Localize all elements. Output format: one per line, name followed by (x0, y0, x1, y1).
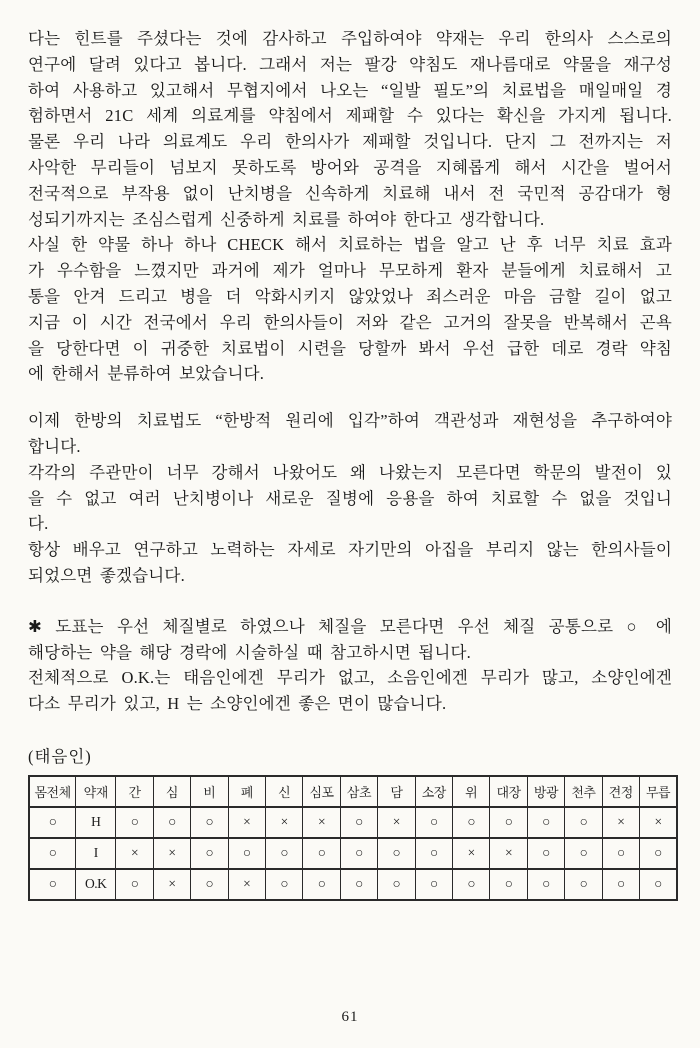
marker-cell: ○ (228, 838, 265, 869)
marker-cell: ○ (378, 838, 415, 869)
table-row (29, 807, 677, 838)
marker-cell: ○ (153, 807, 190, 838)
marker-cell: ○ (452, 807, 489, 838)
marker-cell: × (640, 807, 678, 838)
text-line: 연구에 달려 있다고 봅니다. 그래서 저는 팔강 약침도 재나름대로 약물을 재구성 (28, 54, 672, 74)
marker-cell: ○ (490, 869, 527, 900)
table-header-cell: 약재 (76, 776, 116, 807)
table-header-cell: 대장 (490, 776, 527, 807)
text-line: 험하면서 21C 세계 의료계를 약침에서 제패할 수 있다는 확신을 가지게 됩니다. (28, 106, 672, 126)
text-line: 이제 한방의 치료법도 “한방적 원리에 입각”하여 객관성과 재현성을 추구하여야 (28, 411, 672, 431)
marker-cell: ○ (490, 807, 527, 838)
text-line: 지금 이 시간 전국에서 우리 한의사들이 저와 같은 고거의 잘못을 반복해서 곤욕 (28, 312, 672, 332)
table-header-cell: 소장 (415, 776, 452, 807)
marker-cell: ○ (565, 838, 602, 869)
table-header-cell: 간 (116, 776, 153, 807)
marker-cell: × (228, 869, 265, 900)
marker-cell: ○ (29, 807, 76, 838)
text-line: 전체적으로 O.K.는 태음인에겐 무리가 없고, 소음인에겐 무리가 많고, 소양인에겐 (28, 668, 672, 688)
table-header-cell: 심 (153, 776, 190, 807)
text-line: 항상 배우고 연구하고 노력하는 자세로 자기만의 아집을 부리지 않는 한의사들이 (28, 540, 672, 560)
drug-name-cell: I (76, 838, 116, 869)
text-line: 다소 무리가 있고, H 는 소양인에겐 좋은 면이 많습니다. (28, 694, 447, 714)
drug-name-cell: O.K (76, 869, 116, 900)
text-line: 사실 한 약물 하나 하나 CHECK 해서 치료하는 법을 알고 난 후 너무 치료 효과 (28, 235, 672, 255)
marker-cell: ○ (116, 869, 153, 900)
table-header-cell: 심포 (303, 776, 340, 807)
table-caption: (태음인) (28, 746, 92, 766)
body-text (28, 26, 672, 717)
marker-cell: × (153, 838, 190, 869)
marker-cell: ○ (29, 869, 76, 900)
text-line: 되었으면 좋겠습니다. (28, 565, 185, 585)
table-header-cell: 담 (378, 776, 415, 807)
table-header-cell: 위 (452, 776, 489, 807)
marker-cell: ○ (602, 838, 639, 869)
text-line: 성되기까지는 조심스럽게 신중하게 치료를 하여야 한다고 생각합니다. (28, 209, 545, 229)
marker-cell: ○ (265, 869, 302, 900)
table-header-cell: 몸전체 (29, 776, 76, 807)
marker-cell: ○ (265, 838, 302, 869)
table-row (29, 838, 677, 869)
text-line: 물론 우리 나라 의료계도 우리 한의사가 제패할 것입니다. 단지 그 전까지는 저 (28, 132, 672, 152)
marker-cell: ○ (602, 869, 639, 900)
text-line: 다는 힌트를 주셨다는 것에 감사하고 주입하여야 약재는 우리 한의사 스스로의 (28, 29, 672, 48)
marker-cell: ○ (452, 869, 489, 900)
text-line: 다. (28, 514, 49, 534)
text-line: 통을 안겨 드리고 병을 더 악화시키지 않았었나 죄스러운 마음 금할 길이 없고 (28, 286, 672, 306)
marker-cell: × (378, 807, 415, 838)
text-line: 에 한해서 분류하여 보았습니다. (28, 364, 265, 384)
text-line: 가 우수함을 느꼈지만 과거에 제가 얼마나 무모하게 환자 분들에게 치료해서 고 (28, 261, 672, 281)
marker-cell: ○ (191, 869, 228, 900)
marker-cell: × (452, 838, 489, 869)
marker-cell: ○ (29, 838, 76, 869)
table-header-cell: 폐 (228, 776, 265, 807)
marker-cell: ○ (303, 838, 340, 869)
marker-cell: × (265, 807, 302, 838)
text-line: 합니다. (28, 436, 81, 456)
text-line: 을 수 없고 여러 난치병이나 새로운 질병에 응용을 하여 치료할 수 없을 것입니 (28, 488, 672, 508)
table-header-cell: 무릅 (640, 776, 678, 807)
text-line: 해당하는 약을 해당 경락에 시술하실 때 참고하시면 됩니다. (28, 642, 471, 662)
marker-cell: ○ (303, 869, 340, 900)
marker-cell: ○ (527, 869, 564, 900)
text-line: 을 당한다면 이 귀중한 치료법이 시련을 당할까 봐서 우선 급한 데로 경락 약침 (28, 338, 672, 358)
marker-cell: ○ (640, 838, 678, 869)
text-line: 각각의 주관만이 너무 강해서 나왔어도 왜 나왔는지 모른다면 학문의 발전이 있 (28, 462, 672, 482)
marker-cell: ○ (415, 869, 452, 900)
marker-cell: ○ (191, 838, 228, 869)
table-header-cell: 견정 (602, 776, 639, 807)
table-header-cell: 방광 (527, 776, 564, 807)
text-line: ✱ 도표는 우선 체질별로 하였으나 체질을 모른다면 우선 체질 공통으로 ○ 에 (28, 616, 672, 636)
marker-cell: ○ (527, 807, 564, 838)
text-line: 사악한 무리들이 넘보지 못하도록 방어와 공격을 지혜롭게 해서 시간을 벌어서 (28, 157, 672, 177)
marker-cell: × (490, 838, 527, 869)
page-number: 61 (341, 1009, 359, 1025)
table-header-cell: 비 (191, 776, 228, 807)
constitution-table (28, 775, 678, 901)
marker-cell: × (602, 807, 639, 838)
marker-cell: ○ (340, 838, 377, 869)
marker-cell: ○ (191, 807, 228, 838)
marker-cell: ○ (116, 807, 153, 838)
marker-cell: × (303, 807, 340, 838)
marker-cell: ○ (565, 807, 602, 838)
text-line: 전국적으로 부작용 없이 난치병을 신속하게 치료해 내서 전 국민적 공감대가 형 (28, 183, 672, 203)
marker-cell: ○ (340, 869, 377, 900)
marker-cell: ○ (340, 807, 377, 838)
marker-cell: ○ (565, 869, 602, 900)
text-line: 하여 사용하고 있고해서 무협지에서 나오는 “일발 필도”의 치료법을 매일매일 경 (28, 80, 672, 100)
marker-cell: ○ (415, 807, 452, 838)
marker-cell: × (153, 869, 190, 900)
table-header-row (29, 776, 677, 807)
drug-name-cell: H (76, 807, 116, 838)
marker-cell: ○ (378, 869, 415, 900)
marker-cell: × (228, 807, 265, 838)
table-body (29, 807, 677, 900)
marker-cell: ○ (415, 838, 452, 869)
marker-cell: ○ (640, 869, 678, 900)
marker-cell: ○ (527, 838, 564, 869)
table-header-cell: 신 (265, 776, 302, 807)
table-row (29, 869, 677, 900)
table-header-cell: 삼초 (340, 776, 377, 807)
table-header-cell: 천추 (565, 776, 602, 807)
marker-cell: × (116, 838, 153, 869)
